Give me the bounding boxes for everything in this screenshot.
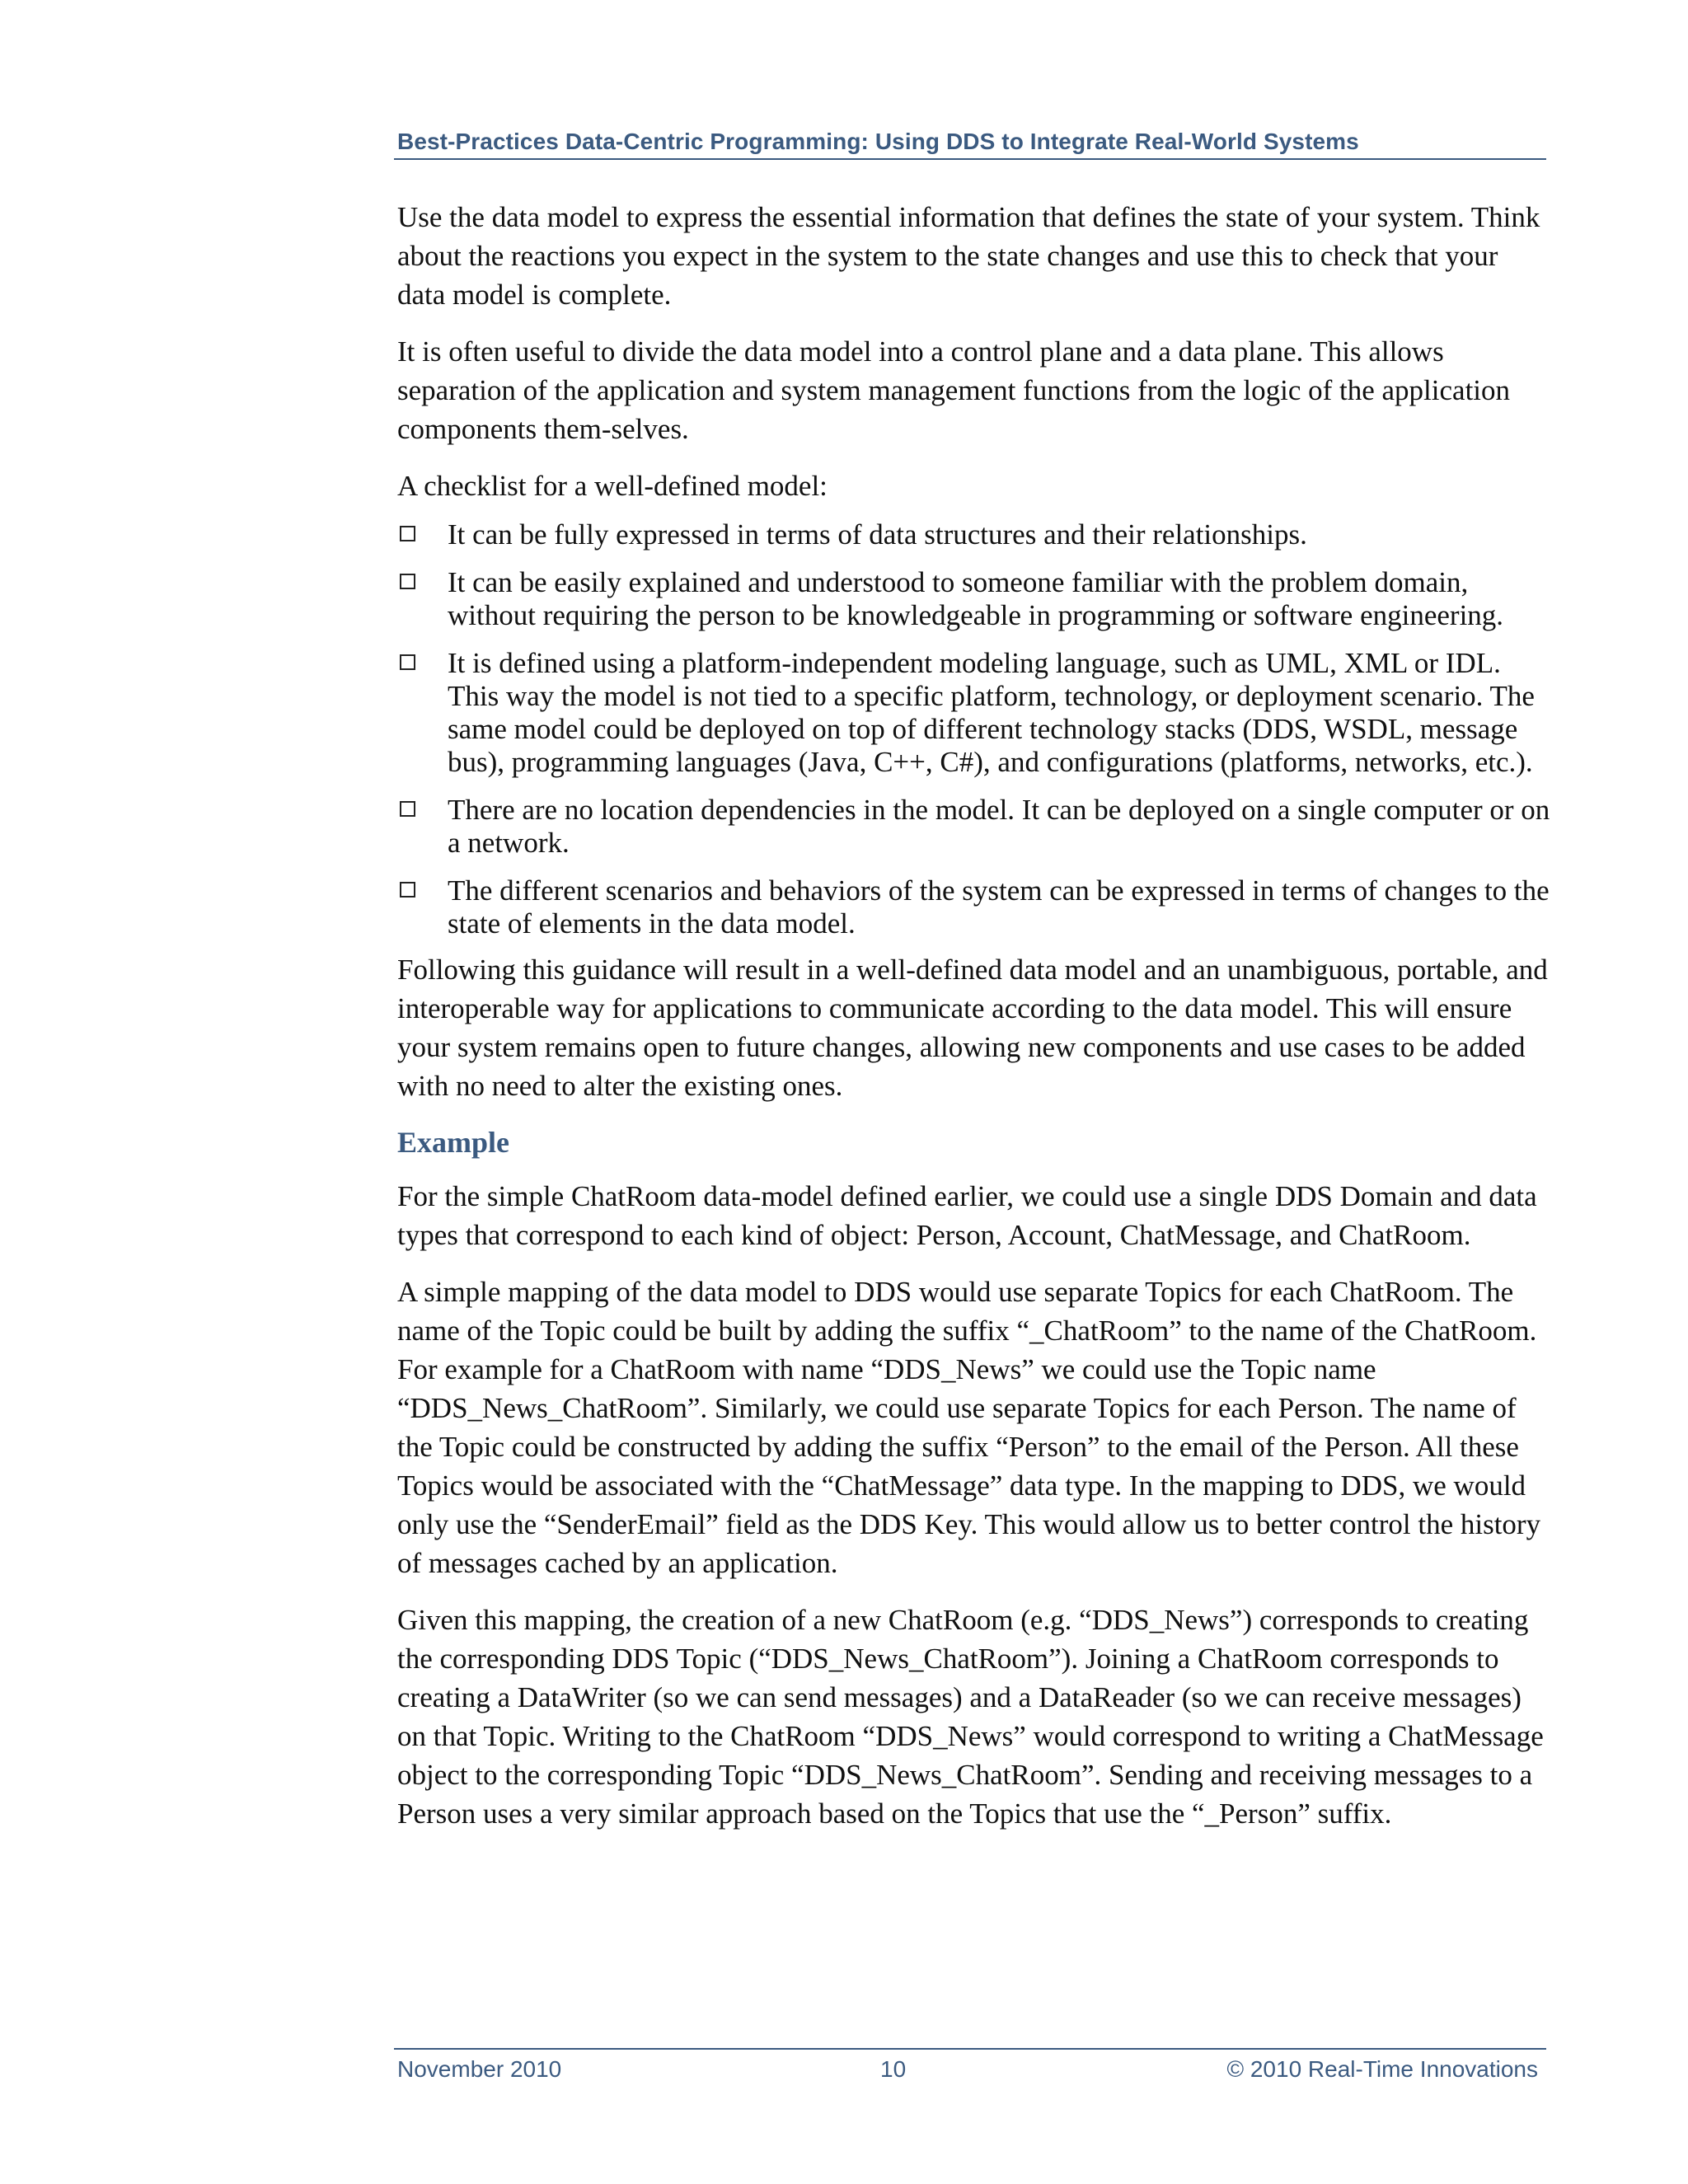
- page-number: 10: [880, 2056, 907, 2082]
- checklist-item: [397, 566, 1551, 632]
- checklist-item: [397, 518, 1551, 551]
- checklist-item-text: It is defined using a platform-independent modeling language, such as UML, XML or IDL. This way the model is not tied to a specific platform, technology, or deployment scenario. The same model could be deployed on top of different technology stacks (DDS, WSDL, message bus), programming languages (Java, C++, C#), and configurations (platforms, networks, etc.).: [448, 647, 1535, 778]
- guidance-paragraph: Following this guidance will result in a well-defined data model and an unambiguous, portable, and interoperable way for applications to communicate according to the data model. This will ensure your system remains open to future changes, allowing new components and use cases to be added with no need to alter the existing ones.: [397, 954, 1548, 1102]
- checklist-item-text: The different scenarios and behaviors of the system can be expressed in terms of changes to the state of elements in the data model.: [448, 874, 1550, 940]
- checklist-item: [397, 794, 1551, 860]
- checkbox-icon: [400, 882, 415, 898]
- page-content: [397, 198, 1551, 1851]
- footer-copyright: © 2010 Real-Time Innovations: [1226, 2056, 1538, 2082]
- intro-paragraph-2: It is often useful to divide the data model into a control plane and a data plane. This allows separation of the application and system management functions from the logic of the application components them-selves.: [397, 335, 1511, 445]
- checklist-item-text: It can be easily explained and understood to someone familiar with the problem domain, without requiring the person to be knowledgeable in programming or software engineering.: [448, 566, 1504, 631]
- checklist-intro: A checklist for a well-defined model:: [397, 470, 828, 502]
- checkbox-icon: [400, 654, 415, 670]
- model-checklist: [397, 518, 1551, 940]
- checklist-item-text: It can be fully expressed in terms of data structures and their relationships.: [448, 518, 1307, 551]
- running-header-title: Best-Practices Data-Centric Programming: Using DDS to Integrate Real-World Systems: [397, 129, 1359, 154]
- checkbox-icon: [400, 526, 415, 541]
- example-paragraph-1: For the simple ChatRoom data-model defined earlier, we could use a single DDS Domain and data types that correspond to each kind of object: Person, Account, ChatMessage, and ChatRoom.: [397, 1180, 1537, 1251]
- checklist-item-text: There are no location dependencies in the model. It can be deployed on a single computer or on a network.: [448, 794, 1550, 859]
- example-paragraph-2: A simple mapping of the data model to DDS would use separate Topics for each ChatRoom. The name of the Topic could be built by adding the suffix “_ChatRoom” to the name of the ChatRoom. For example for a ChatRoom with name “DDS_News” we could use the Topic name “DDS_News_ChatRoom”. Similarly, we could use separate Topics for each Person. The name of the Topic could be constructed by adding the suffix “Person” to the email of the Person. All these Topics would be associated with the “ChatMessage” data type. In the mapping to DDS, we would only use the “SenderEmail” field as the DDS Key. This would allow us to better control the history of messages cached by an application.: [397, 1276, 1541, 1579]
- footer-date: November 2010: [397, 2056, 562, 2082]
- checklist-item: [397, 874, 1551, 940]
- checkbox-icon: [400, 574, 415, 589]
- intro-paragraph-1: Use the data model to express the essential information that defines the state of your system. Think about the reactions you expect in the system to the state changes and use this to check that your data model is complete.: [397, 201, 1540, 311]
- checklist-item: [397, 647, 1551, 779]
- example-paragraph-3: Given this mapping, the creation of a new ChatRoom (e.g. “DDS_News”) corresponds to creating the corresponding DDS Topic (“DDS_News_ChatRoom”). Joining a ChatRoom corresponds to creating a DataWriter (so we can send messages) and a DataReader (so we can receive messages) on that Topic. Writing to the ChatRoom “DDS_News” would correspond to writing a ChatMessage object to the corresponding Topic “DDS_News_ChatRoom”. Sending and receiving messages to a Person uses a very similar approach based on the Topics that use the “_Person” suffix.: [397, 1604, 1544, 1830]
- checkbox-icon: [400, 801, 415, 817]
- running-header: [394, 125, 1546, 160]
- example-heading: Example: [397, 1126, 510, 1159]
- page-footer: [394, 2048, 1546, 2089]
